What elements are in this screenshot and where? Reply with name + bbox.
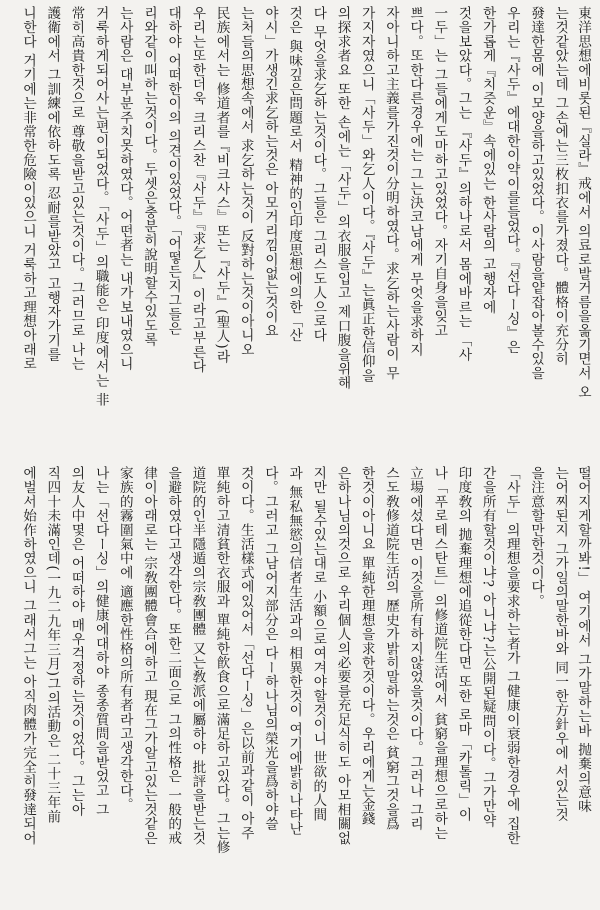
- text-column: 우리는『사두』에대한이약이를들었다。『선다ー싱』은: [503, 6, 520, 355]
- text-column: 우리는또한더욱 크리스찬『사두』『求乞人』이라고부른다: [189, 6, 206, 374]
- text-column: 자아니하고主義를가진것이分明하였다。求乞하는사람이 무: [382, 6, 399, 381]
- text-column: 스도敎修道院生活의 歷史가밝히말하는것은 貧窮그것을爲: [382, 466, 399, 831]
- text-column: 을注意할만한것이다。: [528, 466, 545, 608]
- text-column: 직四十未滿인데(一九二九年三月)그의活動은 二十三年前: [44, 466, 61, 824]
- text-column: 리와같이叫하는것이다。두셋은충분히說明할수있도록: [141, 6, 158, 347]
- text-column: 는어찌된지 그가일의말한바와 同一한方針우에 서있는것: [552, 466, 569, 822]
- text-column: 律이아래로는 宗敎團體會合에하고 現在그가알고있는것같은: [141, 466, 158, 846]
- text-column: 立場에섰다면 이것을所有하지않었을것이다。그러나 그리: [407, 466, 424, 831]
- text-column: 떨어지게할까봐!」 여기에서 그가말하는바 抛棄의意味: [575, 466, 591, 814]
- text-column: 지만 될수있는대로 小額으로여겨야할것이니 世欲的人間: [310, 466, 327, 822]
- text-column: 東洋思想에비롯된『실라』戒에서 의료로발거름을옮기면서 오: [575, 6, 591, 400]
- text-column: 은하나님의것으로 우리個人의必要를充足식히도 아모相關없: [334, 466, 351, 846]
- text-column: 道院的인半隱遁의宗敎團體 又는敎派에屬하야 批評을받는것: [189, 466, 206, 846]
- text-column: 한것이아니요 單純한理想을求한것이다。우리에게는金錢: [358, 466, 375, 826]
- text-column: 單純하고清貧한衣服과 單純한飮食으로滿足하고있다。그는修: [213, 466, 230, 855]
- text-column: 야시」가생긴求乞하는것은 아모거리낌이없는것이요: [261, 6, 278, 338]
- text-column: 의友人中몇은 어떠하야 매우걱정하는것이었다。그는아: [68, 466, 85, 817]
- text-column: 것을보았다。그는 『사두』의하나로서 몸에바르는 「사: [455, 6, 472, 362]
- block-divider: [0, 457, 600, 463]
- text-column: 다 무엇을求乞하는것이다。그들은 그리스도人으로다: [310, 6, 327, 343]
- text-column: 거룩하게되어사는편이되었다。「사두」의職能은 印度에서는 非: [92, 6, 109, 407]
- text-block-lower: [8, 466, 594, 904]
- text-column: 을避하였다고생각한다。또한二面으로 그의性格은 一般的戒: [165, 466, 182, 846]
- text-column: 는처들의思想속에서 求乞하는것이 反對하는것이아니오: [237, 6, 254, 357]
- text-column: 니한다 거기에는非常한危險이있으니 거룩하고理想아래로: [20, 6, 37, 371]
- text-column: 發達한몸에 이모양을하고있었다。이사람을얕잡아볼수있을: [528, 6, 545, 381]
- text-column: 간을所有할것이냐? 아니냐?는公開된疑問이다。그가만약: [479, 466, 496, 828]
- text-column: 쁘다。또한다른경우에는 그는決코남에게 무엇을求하지: [407, 6, 424, 357]
- text-column: 것이다。生活樣式에있어서「선다ー싱」은以前과같이 아주: [237, 466, 254, 841]
- text-column: 대하야 어떠한이의 의견이있었다。「어떻든지그들은: [165, 6, 182, 336]
- text-column: 印度敎의 抛棄理想에追從한다면 또한 로마「카톨릭」이: [455, 466, 472, 822]
- text-column: 民族에서는 修道者를『비크사스』또는『사두』(聖人)라: [213, 6, 230, 364]
- text-column: 護衛에서 그訓練에依하도록 忍耐를받았고 고행자가기를: [44, 6, 61, 362]
- text-column: 는사람은 대부분주치못하였다。어떤者는 내가보내였으니: [116, 6, 133, 371]
- text-column: 다。그러고 그남어지部分은 다ー하나님의榮光을爲하야쓸: [261, 466, 278, 831]
- text-column: 「사두」의理想을要求하는者가 그健康이衰弱한경우에 집한: [503, 466, 520, 846]
- text-column: 나는「선다ー싱」의健康에대하야 종종質問을받었고 그: [92, 466, 109, 817]
- text-column: 의探求者요 또한 손에는「사두」의衣服을입고 제口腹을위해: [334, 6, 351, 390]
- text-column: 家族的霧圍氣中에 適應한性格의所有者라고생각한다。: [116, 466, 133, 812]
- text-column: 常히高貴한것으로 尊敬을받고있는것이다。그러므로 나는: [68, 6, 85, 371]
- text-block-upper: [8, 6, 594, 454]
- text-column: 과 無私無慾의信者生活과의 相異한것이 여기에밝히나타난: [286, 466, 303, 836]
- text-column: 는것같았는데 그손에는三枚扣衣를가졌다。體格이充分히: [552, 6, 569, 366]
- text-column: 에벌서始作하였으니 그래서그는 아직肉體가完全히發達되어: [20, 466, 37, 846]
- text-column: 것은 與味깊은問題로서 精神的인印度思想에의한「산: [286, 6, 303, 343]
- text-column: 가지자였으니「사두」와乞人이다。『사두』는眞正한信仰을: [358, 6, 375, 383]
- text-column: 一두」는 그들에게도마하고있었다。자기自身을잊고: [431, 6, 448, 338]
- text-column: 나「푸로테스탄트」의修道院生活에서 貧窮을理想으로하는: [431, 466, 448, 841]
- text-column: 한가롭게『치즛운』속에있는 한사람의 고행자에: [479, 6, 496, 315]
